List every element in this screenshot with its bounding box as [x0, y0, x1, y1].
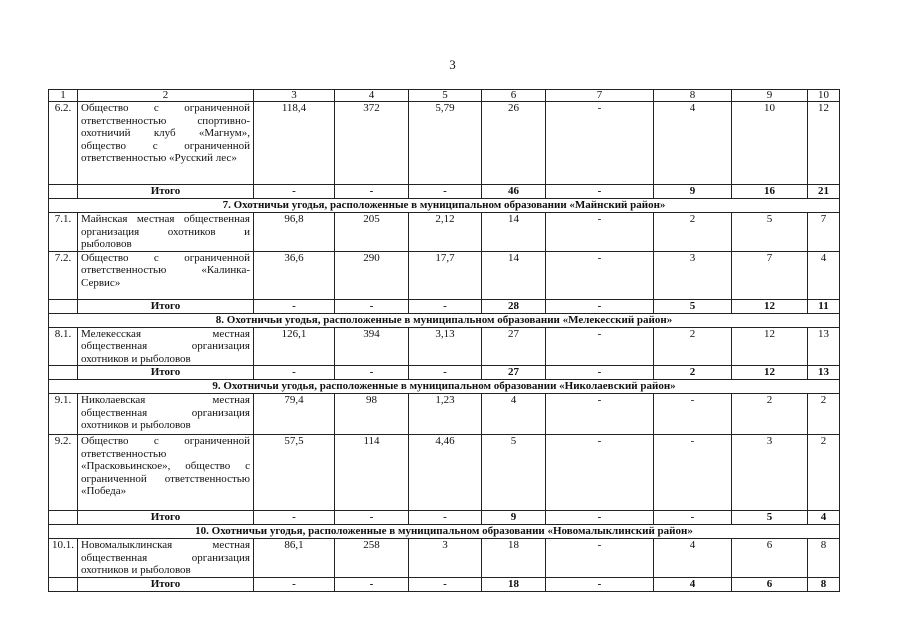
total-value-cell: - — [335, 366, 409, 380]
total-value-cell: - — [546, 366, 654, 380]
value-cell: - — [546, 213, 654, 252]
total-value-cell: - — [409, 185, 482, 199]
value-cell: 14 — [482, 213, 546, 252]
total-value-cell: 11 — [808, 299, 840, 313]
value-cell: 12 — [808, 102, 840, 185]
total-value-cell: 16 — [732, 185, 808, 199]
total-value-cell: - — [335, 185, 409, 199]
empty-cell — [49, 577, 78, 591]
empty-cell — [49, 511, 78, 525]
total-value-cell: 18 — [482, 577, 546, 591]
value-cell: 4 — [654, 539, 732, 578]
column-number-cell: 7 — [546, 90, 654, 102]
column-number-cell: 5 — [409, 90, 482, 102]
total-value-cell: - — [335, 299, 409, 313]
value-cell: - — [546, 251, 654, 299]
value-cell: 12 — [732, 327, 808, 366]
total-value-cell: - — [254, 366, 335, 380]
value-cell: 4,46 — [409, 435, 482, 511]
total-value-cell: 12 — [732, 366, 808, 380]
total-value-cell: - — [254, 299, 335, 313]
organization-name-cell: Общество с ограниченной ответственностью «Прасковьинское», общество с ограниченной ответственностью «Победа» — [78, 435, 254, 511]
value-cell: 5 — [482, 435, 546, 511]
value-cell: - — [546, 435, 654, 511]
section-title-cell: 9. Охотничьи угодья, расположенные в муниципальном образовании «Николаевский район» — [49, 380, 840, 394]
row-number-cell: 7.1. — [49, 213, 78, 252]
column-number-cell: 2 — [78, 90, 254, 102]
value-cell: 4 — [482, 394, 546, 435]
total-value-cell: 9 — [654, 185, 732, 199]
organization-name-cell: Новомалыклинская местная общественная организация охотников и рыболовов — [78, 539, 254, 578]
section-title-cell: 7. Охотничьи угодья, расположенные в муниципальном образовании «Майнский район» — [49, 199, 840, 213]
value-cell: 26 — [482, 102, 546, 185]
column-number-cell: 4 — [335, 90, 409, 102]
organization-name-cell: Николаевская местная общественная организация охотников и рыболовов — [78, 394, 254, 435]
value-cell: - — [546, 102, 654, 185]
value-cell: 86,1 — [254, 539, 335, 578]
value-cell: 8 — [808, 539, 840, 578]
total-label-cell: Итого — [78, 511, 254, 525]
total-value-cell: 13 — [808, 366, 840, 380]
section-title-cell: 10. Охотничьи угодья, расположенные в муниципальном образовании «Новомалыклинский район» — [49, 525, 840, 539]
value-cell: 7 — [808, 213, 840, 252]
value-cell: 2 — [808, 394, 840, 435]
total-value-cell: 6 — [732, 577, 808, 591]
value-cell: 18 — [482, 539, 546, 578]
value-cell: - — [546, 327, 654, 366]
value-cell: - — [654, 394, 732, 435]
section-header-row — [49, 199, 840, 213]
total-label-cell: Итого — [78, 299, 254, 313]
value-cell: 290 — [335, 251, 409, 299]
row-number-cell: 9.2. — [49, 435, 78, 511]
total-value-cell: - — [654, 511, 732, 525]
total-value-cell: 28 — [482, 299, 546, 313]
total-value-cell: 2 — [654, 366, 732, 380]
table-row — [49, 539, 840, 578]
total-value-cell: - — [335, 577, 409, 591]
total-value-cell: 9 — [482, 511, 546, 525]
column-number-cell: 10 — [808, 90, 840, 102]
value-cell: 126,1 — [254, 327, 335, 366]
value-cell: 5,79 — [409, 102, 482, 185]
total-value-cell: 4 — [808, 511, 840, 525]
total-row — [49, 185, 840, 199]
value-cell: 2 — [654, 327, 732, 366]
column-number-cell: 3 — [254, 90, 335, 102]
value-cell: 4 — [654, 102, 732, 185]
column-number-cell: 9 — [732, 90, 808, 102]
total-value-cell: - — [546, 577, 654, 591]
value-cell: 3 — [409, 539, 482, 578]
organization-name-cell: Майнская местная общественная организация охотников и рыболовов — [78, 213, 254, 252]
organization-name-cell: Общество с ограниченной ответственностью спортивно-охотничий клуб «Магнум», общество с ограниченной ответственностью «Русский лес» — [78, 102, 254, 185]
table-row — [49, 435, 840, 511]
total-value-cell: - — [335, 511, 409, 525]
value-cell: 5 — [732, 213, 808, 252]
value-cell: 394 — [335, 327, 409, 366]
value-cell: 13 — [808, 327, 840, 366]
table-row — [49, 327, 840, 366]
section-header-row — [49, 380, 840, 394]
value-cell: 96,8 — [254, 213, 335, 252]
total-label-cell: Итого — [78, 185, 254, 199]
value-cell: 114 — [335, 435, 409, 511]
row-number-cell: 9.1. — [49, 394, 78, 435]
total-value-cell: 21 — [808, 185, 840, 199]
total-value-cell: - — [546, 511, 654, 525]
value-cell: 2 — [654, 213, 732, 252]
total-value-cell: - — [409, 366, 482, 380]
total-value-cell: 46 — [482, 185, 546, 199]
value-cell: 4 — [808, 251, 840, 299]
total-value-cell: - — [409, 299, 482, 313]
column-number-cell: 8 — [654, 90, 732, 102]
column-number-cell: 1 — [49, 90, 78, 102]
value-cell: 6 — [732, 539, 808, 578]
value-cell: 258 — [335, 539, 409, 578]
column-number-cell: 6 — [482, 90, 546, 102]
value-cell: 3 — [654, 251, 732, 299]
total-label-cell: Итого — [78, 577, 254, 591]
total-value-cell: 27 — [482, 366, 546, 380]
value-cell: 205 — [335, 213, 409, 252]
value-cell: 372 — [335, 102, 409, 185]
value-cell: 3 — [732, 435, 808, 511]
total-value-cell: 5 — [654, 299, 732, 313]
total-row — [49, 511, 840, 525]
value-cell: 79,4 — [254, 394, 335, 435]
value-cell: 2,12 — [409, 213, 482, 252]
total-value-cell: - — [254, 185, 335, 199]
total-value-cell: 5 — [732, 511, 808, 525]
total-value-cell: - — [254, 577, 335, 591]
total-value-cell: 4 — [654, 577, 732, 591]
organization-name-cell: Мелекесская местная общественная организация охотников и рыболовов — [78, 327, 254, 366]
empty-cell — [49, 299, 78, 313]
total-value-cell: 8 — [808, 577, 840, 591]
value-cell: 36,6 — [254, 251, 335, 299]
total-value-cell: - — [409, 511, 482, 525]
value-cell: 17,7 — [409, 251, 482, 299]
total-value-cell: - — [254, 511, 335, 525]
column-number-row — [49, 90, 840, 102]
total-row — [49, 577, 840, 591]
row-number-cell: 8.1. — [49, 327, 78, 366]
value-cell: - — [546, 539, 654, 578]
value-cell: 118,4 — [254, 102, 335, 185]
row-number-cell: 7.2. — [49, 251, 78, 299]
value-cell: - — [654, 435, 732, 511]
total-value-cell: - — [546, 299, 654, 313]
value-cell: 27 — [482, 327, 546, 366]
total-value-cell: - — [409, 577, 482, 591]
value-cell: 3,13 — [409, 327, 482, 366]
value-cell: 7 — [732, 251, 808, 299]
total-value-cell: - — [546, 185, 654, 199]
total-row — [49, 366, 840, 380]
organization-name-cell: Общество с ограниченной ответственностью «Калинка-Сервис» — [78, 251, 254, 299]
value-cell: 1,23 — [409, 394, 482, 435]
row-number-cell: 6.2. — [49, 102, 78, 185]
value-cell: 2 — [808, 435, 840, 511]
value-cell: 57,5 — [254, 435, 335, 511]
value-cell: - — [546, 394, 654, 435]
total-value-cell: 12 — [732, 299, 808, 313]
value-cell: 2 — [732, 394, 808, 435]
value-cell: 10 — [732, 102, 808, 185]
total-row — [49, 299, 840, 313]
empty-cell — [49, 185, 78, 199]
empty-cell — [49, 366, 78, 380]
table-row — [49, 251, 840, 299]
table-row — [49, 102, 840, 185]
section-title-cell: 8. Охотничьи угодья, расположенные в муниципальном образовании «Мелекесский район» — [49, 313, 840, 327]
section-header-row — [49, 313, 840, 327]
page-number: 3 — [449, 57, 456, 72]
hunting-grounds-table — [48, 89, 840, 592]
section-header-row — [49, 525, 840, 539]
table-row — [49, 213, 840, 252]
row-number-cell: 10.1. — [49, 539, 78, 578]
total-label-cell: Итого — [78, 366, 254, 380]
table-row — [49, 394, 840, 435]
value-cell: 98 — [335, 394, 409, 435]
value-cell: 14 — [482, 251, 546, 299]
